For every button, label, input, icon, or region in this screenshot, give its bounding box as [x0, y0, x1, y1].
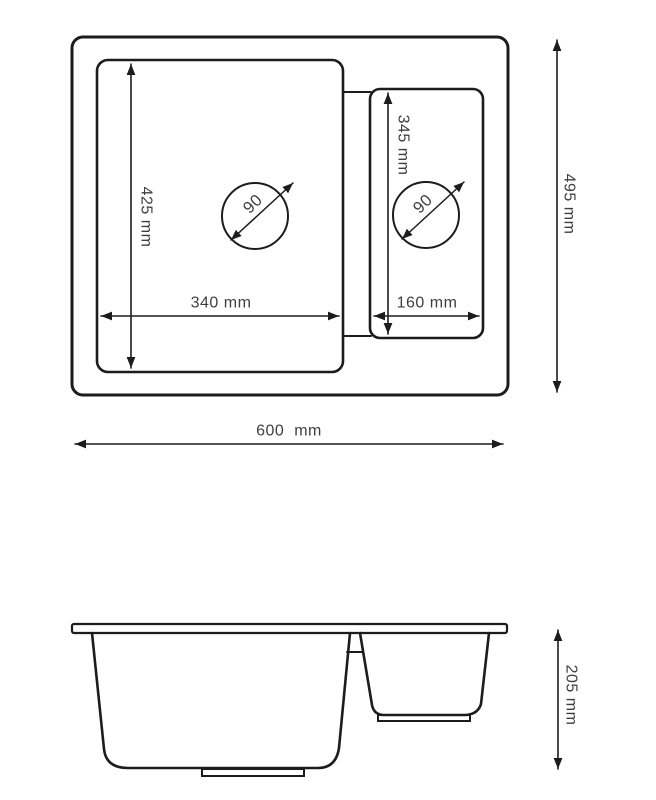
- overall-depth-label: 495 mm: [560, 173, 578, 235]
- main-drain-diameter-label: 90: [239, 190, 267, 218]
- main-bowl-depth-label: 425 mm: [137, 186, 155, 248]
- small-drain-diameter-label: 90: [409, 190, 437, 218]
- small-bowl-width-label: 160 mm: [396, 294, 458, 312]
- overall-height-label: 205 mm: [562, 664, 580, 726]
- overall-width-label: 600 mm: [256, 422, 322, 440]
- main-bowl-width-label: 340 mm: [190, 294, 252, 312]
- small-bowl-depth-label: 345 mm: [394, 114, 412, 176]
